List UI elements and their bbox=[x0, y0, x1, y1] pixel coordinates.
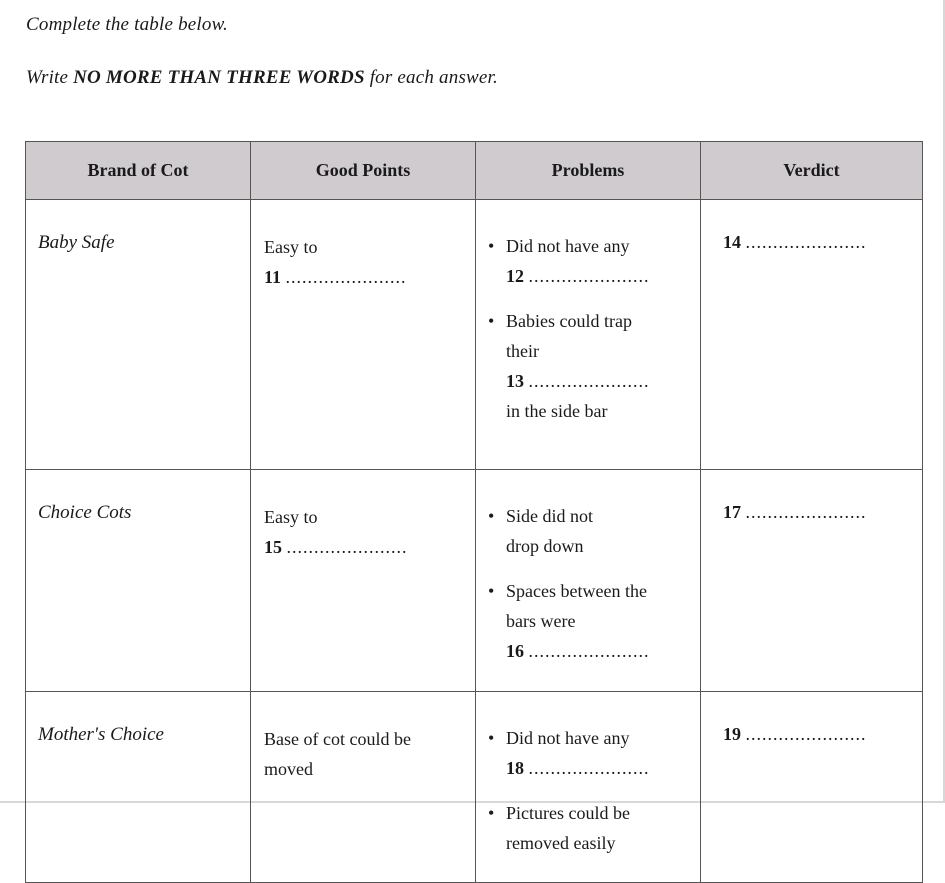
instruction-word-limit: NO MORE THAN THREE WORDS bbox=[73, 67, 365, 88]
question-number: 14 bbox=[723, 232, 741, 252]
good-points-text: Easy to bbox=[264, 237, 318, 257]
verdict-cell bbox=[701, 470, 923, 692]
good-points-cell bbox=[251, 470, 476, 692]
answer-blank[interactable] bbox=[506, 753, 692, 783]
problems-cell bbox=[476, 200, 701, 470]
question-number: 18 bbox=[506, 758, 524, 778]
good-points-text: Base of cot could be moved bbox=[264, 729, 411, 779]
instruction-line-2 bbox=[26, 67, 498, 89]
problems-cell bbox=[476, 692, 701, 883]
verdict-cell bbox=[701, 200, 923, 470]
table-row bbox=[26, 200, 923, 470]
verdict-cell bbox=[701, 692, 923, 883]
problem-item bbox=[486, 306, 692, 426]
instruction-prefix: Write bbox=[26, 67, 74, 88]
question-number: 16 bbox=[506, 641, 524, 661]
answer-dots: ...................... bbox=[745, 232, 867, 252]
answer-blank[interactable] bbox=[723, 724, 914, 745]
header-good-points: Good Points bbox=[251, 142, 476, 200]
answer-blank[interactable] bbox=[506, 261, 692, 291]
answer-blank[interactable] bbox=[723, 232, 914, 253]
question-number: 11 bbox=[264, 267, 282, 287]
problem-text-after: in the side bar bbox=[506, 401, 608, 421]
answer-dots: ...................... bbox=[528, 266, 650, 286]
table-header-row bbox=[26, 142, 923, 200]
question-number: 17 bbox=[723, 502, 741, 522]
answer-dots: ...................... bbox=[286, 537, 408, 557]
problem-text: • Did not have any bbox=[506, 728, 630, 748]
table-row bbox=[26, 692, 923, 883]
question-number: 12 bbox=[506, 266, 524, 286]
table-row bbox=[26, 470, 923, 692]
cot-comparison-table bbox=[25, 141, 923, 883]
problem-text: • Did not have any bbox=[506, 236, 630, 256]
question-number: 19 bbox=[723, 724, 741, 744]
problem-text: • Babies could trap their bbox=[506, 311, 632, 361]
answer-dots: ...................... bbox=[528, 758, 650, 778]
answer-dots: ...................... bbox=[528, 641, 650, 661]
problem-item bbox=[486, 501, 692, 561]
answer-blank[interactable] bbox=[506, 636, 692, 666]
answer-dots: ...................... bbox=[745, 724, 867, 744]
question-number: 15 bbox=[264, 537, 282, 557]
answer-blank[interactable] bbox=[723, 502, 914, 523]
answer-dots: ...................... bbox=[528, 371, 650, 391]
answer-blank[interactable] bbox=[264, 532, 467, 562]
problem-text: • Side did not drop down bbox=[506, 506, 594, 556]
instruction-line-1: Complete the table below. bbox=[26, 14, 228, 35]
answer-dots: ...................... bbox=[285, 267, 407, 287]
brand-cell: Choice Cots bbox=[26, 470, 251, 692]
answer-blank[interactable] bbox=[264, 262, 467, 292]
answer-blank[interactable] bbox=[506, 366, 692, 396]
header-brand: Brand of Cot bbox=[26, 142, 251, 200]
problem-item bbox=[486, 231, 692, 291]
instruction-suffix: for each answer. bbox=[364, 67, 498, 88]
answer-dots: ...................... bbox=[745, 502, 867, 522]
problem-text: • Spaces between the bars were bbox=[506, 581, 647, 631]
problem-item bbox=[486, 798, 692, 858]
problem-item bbox=[486, 576, 692, 666]
brand-cell: Mother's Choice bbox=[26, 692, 251, 883]
problem-item bbox=[486, 723, 692, 783]
problem-text: • Pictures could be removed easily bbox=[506, 803, 630, 853]
question-number: 13 bbox=[506, 371, 524, 391]
header-verdict: Verdict bbox=[701, 142, 923, 200]
good-points-cell bbox=[251, 692, 476, 883]
header-problems: Problems bbox=[476, 142, 701, 200]
good-points-text: Easy to bbox=[264, 507, 318, 527]
brand-cell: Baby Safe bbox=[26, 200, 251, 470]
good-points-cell bbox=[251, 200, 476, 470]
problems-cell bbox=[476, 470, 701, 692]
